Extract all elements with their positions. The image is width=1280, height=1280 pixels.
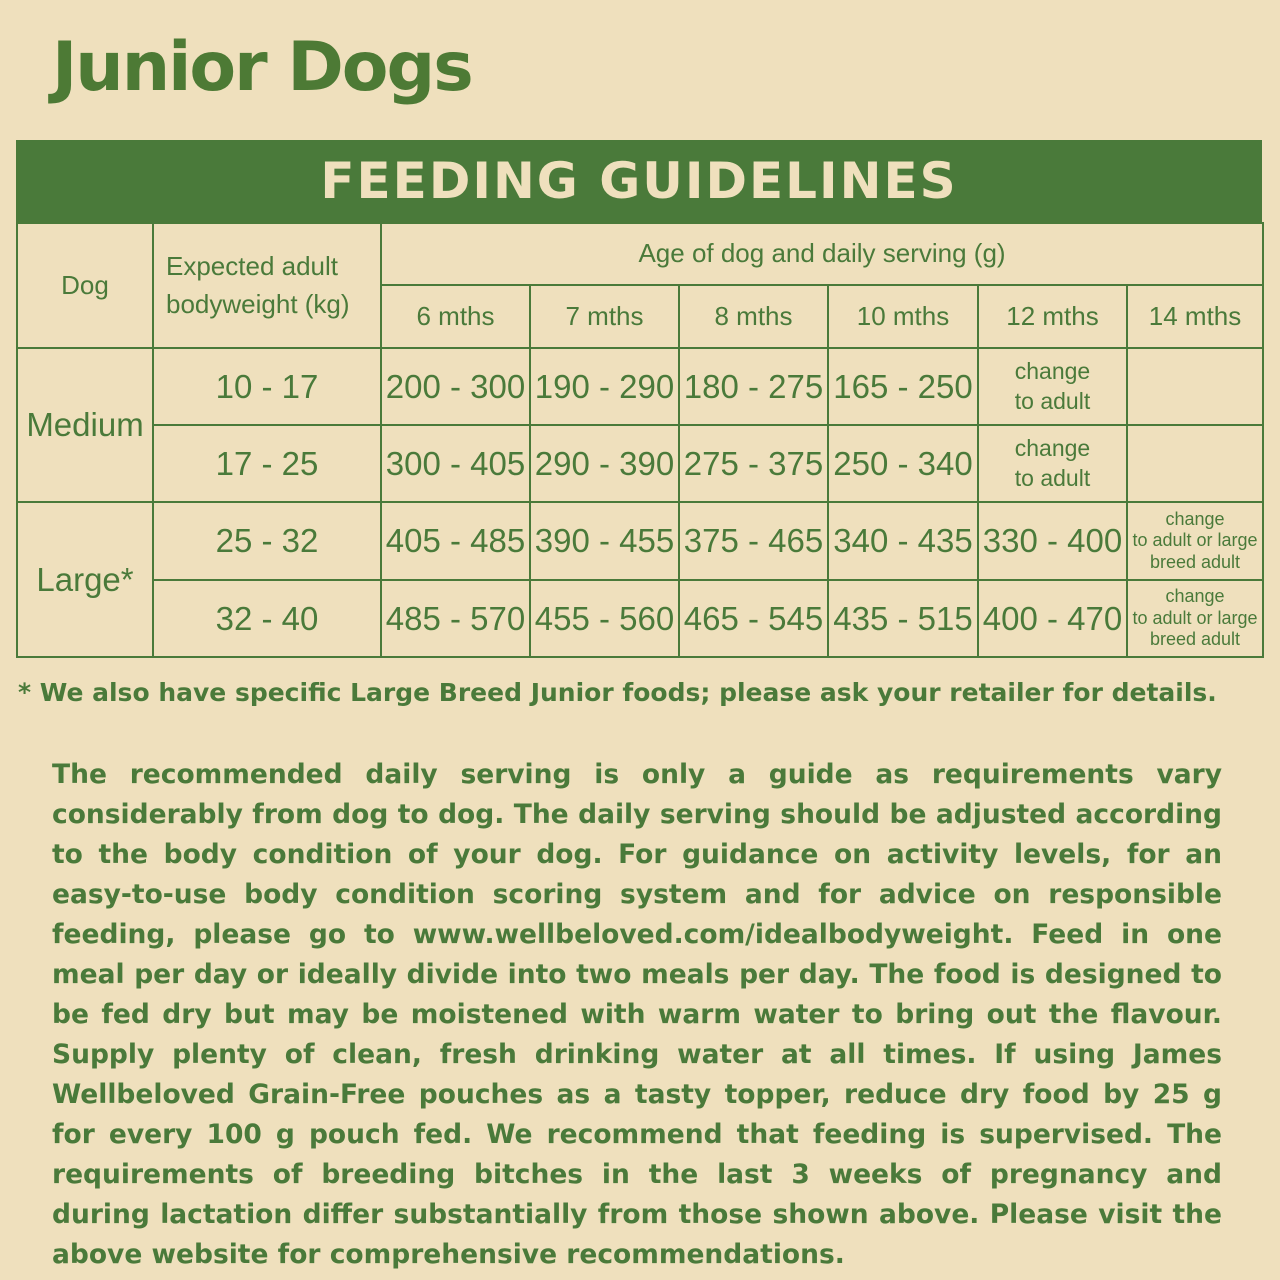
header-bodyweight bbox=[153, 223, 381, 348]
page-title: Junior Dogs bbox=[52, 28, 472, 107]
serving-cell: 275 - 375 bbox=[679, 425, 828, 502]
serving-cell: 465 - 545 bbox=[679, 580, 828, 657]
header-age-group: Age of dog and daily serving (g) bbox=[381, 223, 1263, 285]
note-line: breed adult bbox=[1149, 629, 1241, 650]
table-row bbox=[17, 502, 1263, 580]
header-age-8: 8 mths bbox=[679, 285, 828, 348]
note-line: to adult or large bbox=[1132, 607, 1258, 628]
serving-cell: 330 - 400 bbox=[978, 502, 1127, 580]
change-note-cell bbox=[978, 425, 1127, 502]
serving-cell: 485 - 570 bbox=[381, 580, 530, 657]
note-line: change bbox=[1165, 586, 1225, 607]
weight-cell: 17 - 25 bbox=[153, 425, 381, 502]
feeding-table bbox=[16, 222, 1264, 658]
header-age-6: 6 mths bbox=[381, 285, 530, 348]
note-line: to adult bbox=[1014, 387, 1091, 414]
note-line: change bbox=[1014, 434, 1091, 461]
note-line: change bbox=[1014, 357, 1091, 384]
note-line: to adult bbox=[1014, 464, 1091, 491]
note-line: breed adult bbox=[1149, 551, 1241, 572]
serving-cell: 455 - 560 bbox=[530, 580, 679, 657]
table-banner: FEEDING GUIDELINES bbox=[16, 140, 1262, 222]
serving-cell: 165 - 250 bbox=[828, 348, 978, 425]
change-note-cell bbox=[978, 348, 1127, 425]
feeding-instructions: The recommended daily serving is only a guide as requirements vary considerably from dog to dog. The daily serving should be adjusted according to the body condition of your dog. For guidance on activity levels, for an easy-to-use body condition scoring system and for advice on responsible feeding, please go to www.wellbeloved.com/idealbodyweight. Feed in one meal per day or ideally divide into two meals per day. The food is designed to be fed dry but may be moistened with warm water to bring out the flavour. Supply plenty of clean, fresh drinking water at all times. If using James Wellbeloved Grain-Free pouches as a tasty topper, reduce dry food by 25 g for every 100 g pouch fed. We recommend that feeding is supervised. The requirements of breeding bitches in the last 3 weeks of pregnancy and during lactation differ substantially from those shown above. Please visit the above website for comprehensive recommendations. bbox=[52, 759, 1222, 1270]
header-age-12: 12 mths bbox=[978, 285, 1127, 348]
serving-cell: 290 - 390 bbox=[530, 425, 679, 502]
empty-cell bbox=[1127, 348, 1263, 425]
serving-cell: 405 - 485 bbox=[381, 502, 530, 580]
serving-cell: 375 - 465 bbox=[679, 502, 828, 580]
header-dog: Dog bbox=[17, 223, 153, 348]
size-medium: Medium bbox=[17, 348, 153, 502]
header-bodyweight-line1: Expected adult bbox=[166, 250, 339, 281]
header-age-14: 14 mths bbox=[1127, 285, 1263, 348]
footnote: * We also have specific Large Breed Junior foods; please ask your retailer for details. bbox=[18, 678, 1217, 707]
weight-cell: 25 - 32 bbox=[153, 502, 381, 580]
serving-cell: 200 - 300 bbox=[381, 348, 530, 425]
table-row bbox=[17, 348, 1263, 425]
feeding-guidelines-table bbox=[16, 140, 1262, 658]
serving-cell: 435 - 515 bbox=[828, 580, 978, 657]
serving-cell: 180 - 275 bbox=[679, 348, 828, 425]
serving-cell: 300 - 405 bbox=[381, 425, 530, 502]
header-bodyweight-line2: bodyweight (kg) bbox=[166, 288, 350, 319]
change-note-cell bbox=[1127, 580, 1263, 657]
table-row bbox=[17, 580, 1263, 657]
header-age-10: 10 mths bbox=[828, 285, 978, 348]
size-large: Large* bbox=[17, 502, 153, 657]
serving-cell: 340 - 435 bbox=[828, 502, 978, 580]
serving-cell: 190 - 290 bbox=[530, 348, 679, 425]
note-line: change bbox=[1165, 508, 1225, 529]
empty-cell bbox=[1127, 425, 1263, 502]
note-line: to adult or large bbox=[1132, 530, 1258, 551]
table-row bbox=[17, 425, 1263, 502]
weight-cell: 10 - 17 bbox=[153, 348, 381, 425]
serving-cell: 390 - 455 bbox=[530, 502, 679, 580]
header-age-7: 7 mths bbox=[530, 285, 679, 348]
serving-cell: 400 - 470 bbox=[978, 580, 1127, 657]
change-note-cell bbox=[1127, 502, 1263, 580]
weight-cell: 32 - 40 bbox=[153, 580, 381, 657]
serving-cell: 250 - 340 bbox=[828, 425, 978, 502]
